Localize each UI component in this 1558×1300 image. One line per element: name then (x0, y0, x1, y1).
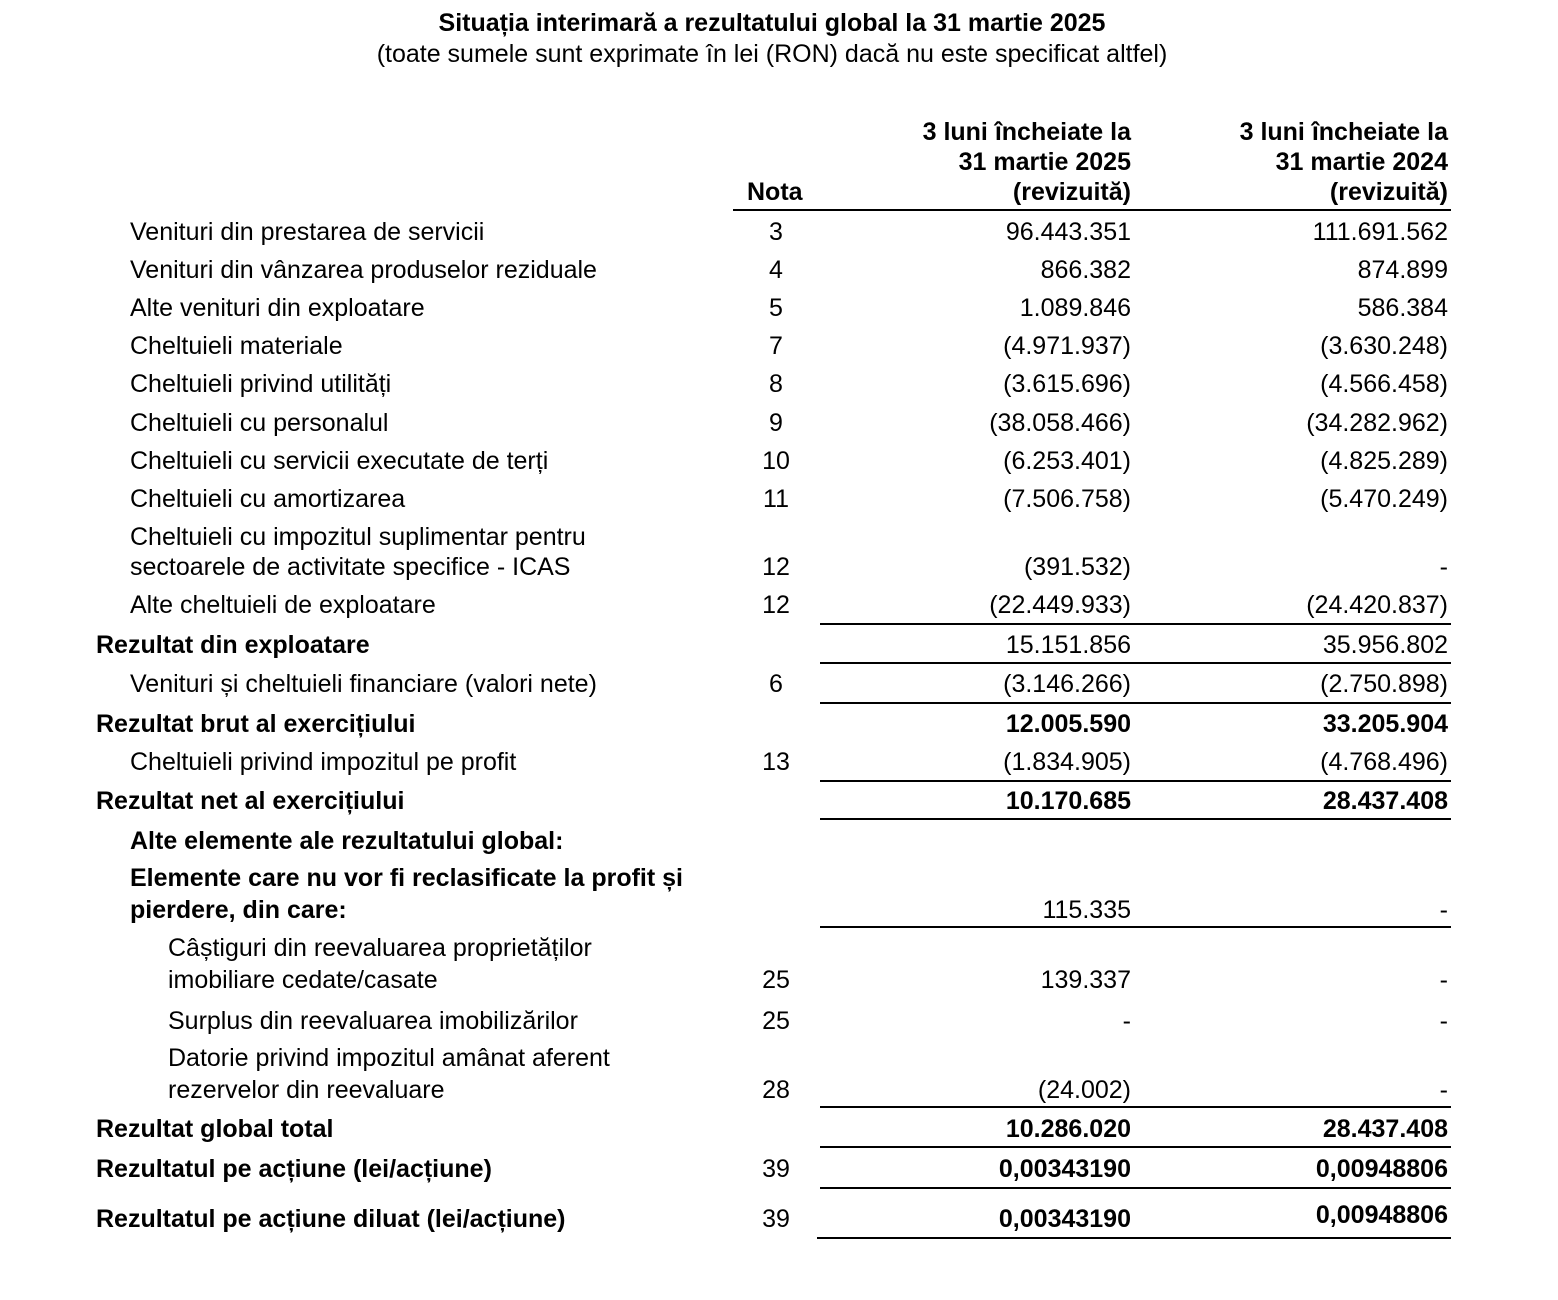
row-label: Rezultat din exploatare (96, 631, 370, 659)
row-note: 6 (769, 670, 783, 698)
header-period-2025 (820, 117, 1131, 207)
row-label: Alte venituri din exploatare (130, 294, 425, 322)
row-label: Rezultatul pe acțiune (lei/acțiune) (96, 1155, 492, 1183)
row-value-2024: - (1439, 553, 1448, 581)
row-value-2025: 10.286.020 (1005, 1115, 1131, 1143)
header-period-2024 (1140, 117, 1448, 207)
row-note: 39 (762, 1205, 790, 1233)
row-note: 25 (762, 1007, 790, 1035)
row-value-2024: - (1439, 896, 1448, 924)
row-value-2025: 10.170.685 (1005, 787, 1131, 815)
row-label: pierdere, din care: (130, 896, 347, 924)
row-value-2025: 866.382 (1040, 256, 1131, 284)
row-value-2024: (4.825.289) (1320, 447, 1448, 475)
row-note: 12 (762, 591, 790, 619)
row-note: 8 (769, 370, 783, 398)
row-value-2025: 0,00343190 (998, 1155, 1131, 1183)
row-value-2024: (4.768.496) (1320, 748, 1448, 776)
subtotal-rule (820, 662, 1451, 664)
header-nota: Nota (747, 178, 803, 206)
row-label: Datorie privind impozitul amânat aferent (168, 1044, 610, 1072)
statement-title: Situația interimară a rezultatului global la 31 martie 2025 (438, 9, 1106, 37)
row-note: 13 (762, 748, 790, 776)
eps-rule (820, 1187, 1451, 1189)
subtotal-rule (820, 780, 1451, 782)
subtotal-rule (820, 623, 1451, 625)
header-rule (733, 209, 1451, 211)
row-value-2025: 1.089.846 (1019, 294, 1131, 322)
row-note: 12 (762, 553, 790, 581)
row-value-2024: 111.691.562 (1312, 218, 1448, 246)
row-label: Cheltuieli cu servicii executate de terți (130, 447, 549, 475)
total-rule (820, 1146, 1451, 1148)
row-note: 3 (769, 218, 783, 246)
row-value-2024: - (1439, 966, 1448, 994)
row-value-2024: 28.437.408 (1322, 787, 1448, 815)
row-value-2025: (6.253.401) (1003, 447, 1131, 475)
row-value-2024: (34.282.962) (1306, 409, 1448, 437)
row-value-2024: 28.437.408 (1322, 1115, 1448, 1143)
row-label: Rezultat net al exercițiului (96, 787, 405, 815)
row-value-2024: 0,00948806 (1315, 1201, 1448, 1229)
header-line: 31 martie 2024 (1275, 148, 1448, 176)
row-value-2025: (3.615.696) (1003, 370, 1131, 398)
row-label: Cheltuieli cu personalul (130, 409, 389, 437)
row-value-2025: 139.337 (1040, 966, 1131, 994)
row-note: 28 (762, 1076, 790, 1104)
row-label: Alte elemente ale rezultatului global: (130, 827, 564, 855)
row-value-2024: (4.566.458) (1320, 370, 1448, 398)
header-line: (revizuită) (1329, 178, 1448, 206)
row-value-2024: (2.750.898) (1320, 670, 1448, 698)
subtotal-rule (820, 702, 1451, 704)
row-label: Câștiguri din reevaluarea proprietăților (168, 934, 592, 962)
row-value-2024: 35.956.802 (1322, 631, 1448, 659)
row-note: 11 (763, 485, 789, 513)
row-note: 7 (769, 332, 783, 360)
row-value-2025: 0,00343190 (998, 1205, 1131, 1233)
row-label: sectoarele de activitate specifice - ICAS (130, 553, 571, 581)
row-label: Cheltuieli privind impozitul pe profit (130, 748, 517, 776)
row-label: imobiliare cedate/casate (168, 966, 438, 994)
row-value-2024: - (1439, 1007, 1448, 1035)
row-note: 4 (769, 256, 783, 284)
row-value-2025: 115.335 (1042, 896, 1131, 924)
row-value-2024: (24.420.837) (1306, 591, 1448, 619)
row-label: Rezultatul pe acțiune diluat (lei/acțiune) (96, 1205, 566, 1233)
row-label: rezervelor din reevaluare (168, 1076, 445, 1104)
row-label: Surplus din reevaluarea imobilizărilor (168, 1007, 578, 1035)
subtotal-rule (820, 926, 1451, 928)
row-value-2025: (4.971.937) (1003, 332, 1131, 360)
row-value-2024: 586.384 (1357, 294, 1448, 322)
row-label: Rezultat global total (96, 1115, 334, 1143)
header-line: (revizuită) (1012, 178, 1131, 206)
row-value-2024: 0,00948806 (1315, 1155, 1448, 1183)
row-label: Elemente care nu vor fi reclasificate la profit și (130, 864, 683, 892)
row-label: Alte cheltuieli de exploatare (130, 591, 436, 619)
row-value-2025: (7.506.758) (1003, 485, 1131, 513)
row-value-2025: (391.532) (1023, 553, 1131, 581)
row-value-2024: 874.899 (1357, 256, 1448, 284)
row-label: Venituri din prestarea de servicii (130, 218, 485, 246)
row-label: Rezultat brut al exercițiului (96, 710, 416, 738)
row-value-2024: 33.205.904 (1322, 710, 1448, 738)
subtotal-rule (820, 1106, 1451, 1108)
row-value-2025: (1.834.905) (1003, 748, 1131, 776)
row-note: 39 (762, 1155, 790, 1183)
row-value-2025: 15.151.856 (1005, 631, 1131, 659)
statement-subtitle: (toate sumele sunt exprimate în lei (RON) dacă nu este specificat altfel) (376, 40, 1168, 68)
row-note: 5 (769, 294, 783, 322)
row-note: 10 (762, 447, 790, 475)
row-value-2025: (22.449.933) (989, 591, 1131, 619)
row-label: Venituri din vânzarea produselor reziduale (130, 256, 597, 284)
header-line: 31 martie 2025 (958, 148, 1131, 176)
row-note: 25 (762, 966, 790, 994)
row-label: Cheltuieli cu amortizarea (130, 485, 406, 513)
row-value-2025: 96.443.351 (1005, 218, 1131, 246)
row-label: Cheltuieli materiale (130, 332, 343, 360)
row-value-2025: (3.146.266) (1003, 670, 1131, 698)
row-value-2024: - (1439, 1076, 1448, 1104)
row-value-2025: (24.002) (1037, 1076, 1131, 1104)
bottom-rule (817, 1237, 1451, 1239)
header-line: 3 luni încheiate la (922, 118, 1131, 146)
row-value-2024: (5.470.249) (1320, 485, 1448, 513)
row-value-2025: (38.058.466) (989, 409, 1131, 437)
row-value-2025: - (1122, 1007, 1131, 1035)
row-label: Cheltuieli privind utilități (130, 370, 392, 398)
row-value-2025: 12.005.590 (1005, 710, 1131, 738)
row-note: 9 (769, 409, 783, 437)
subtotal-rule (820, 818, 1451, 820)
row-label: Cheltuieli cu impozitul suplimentar pentru (130, 523, 586, 551)
header-line: 3 luni încheiate la (1239, 118, 1448, 146)
row-value-2024: (3.630.248) (1320, 332, 1448, 360)
row-label: Venituri și cheltuieli financiare (valori nete) (130, 670, 597, 698)
